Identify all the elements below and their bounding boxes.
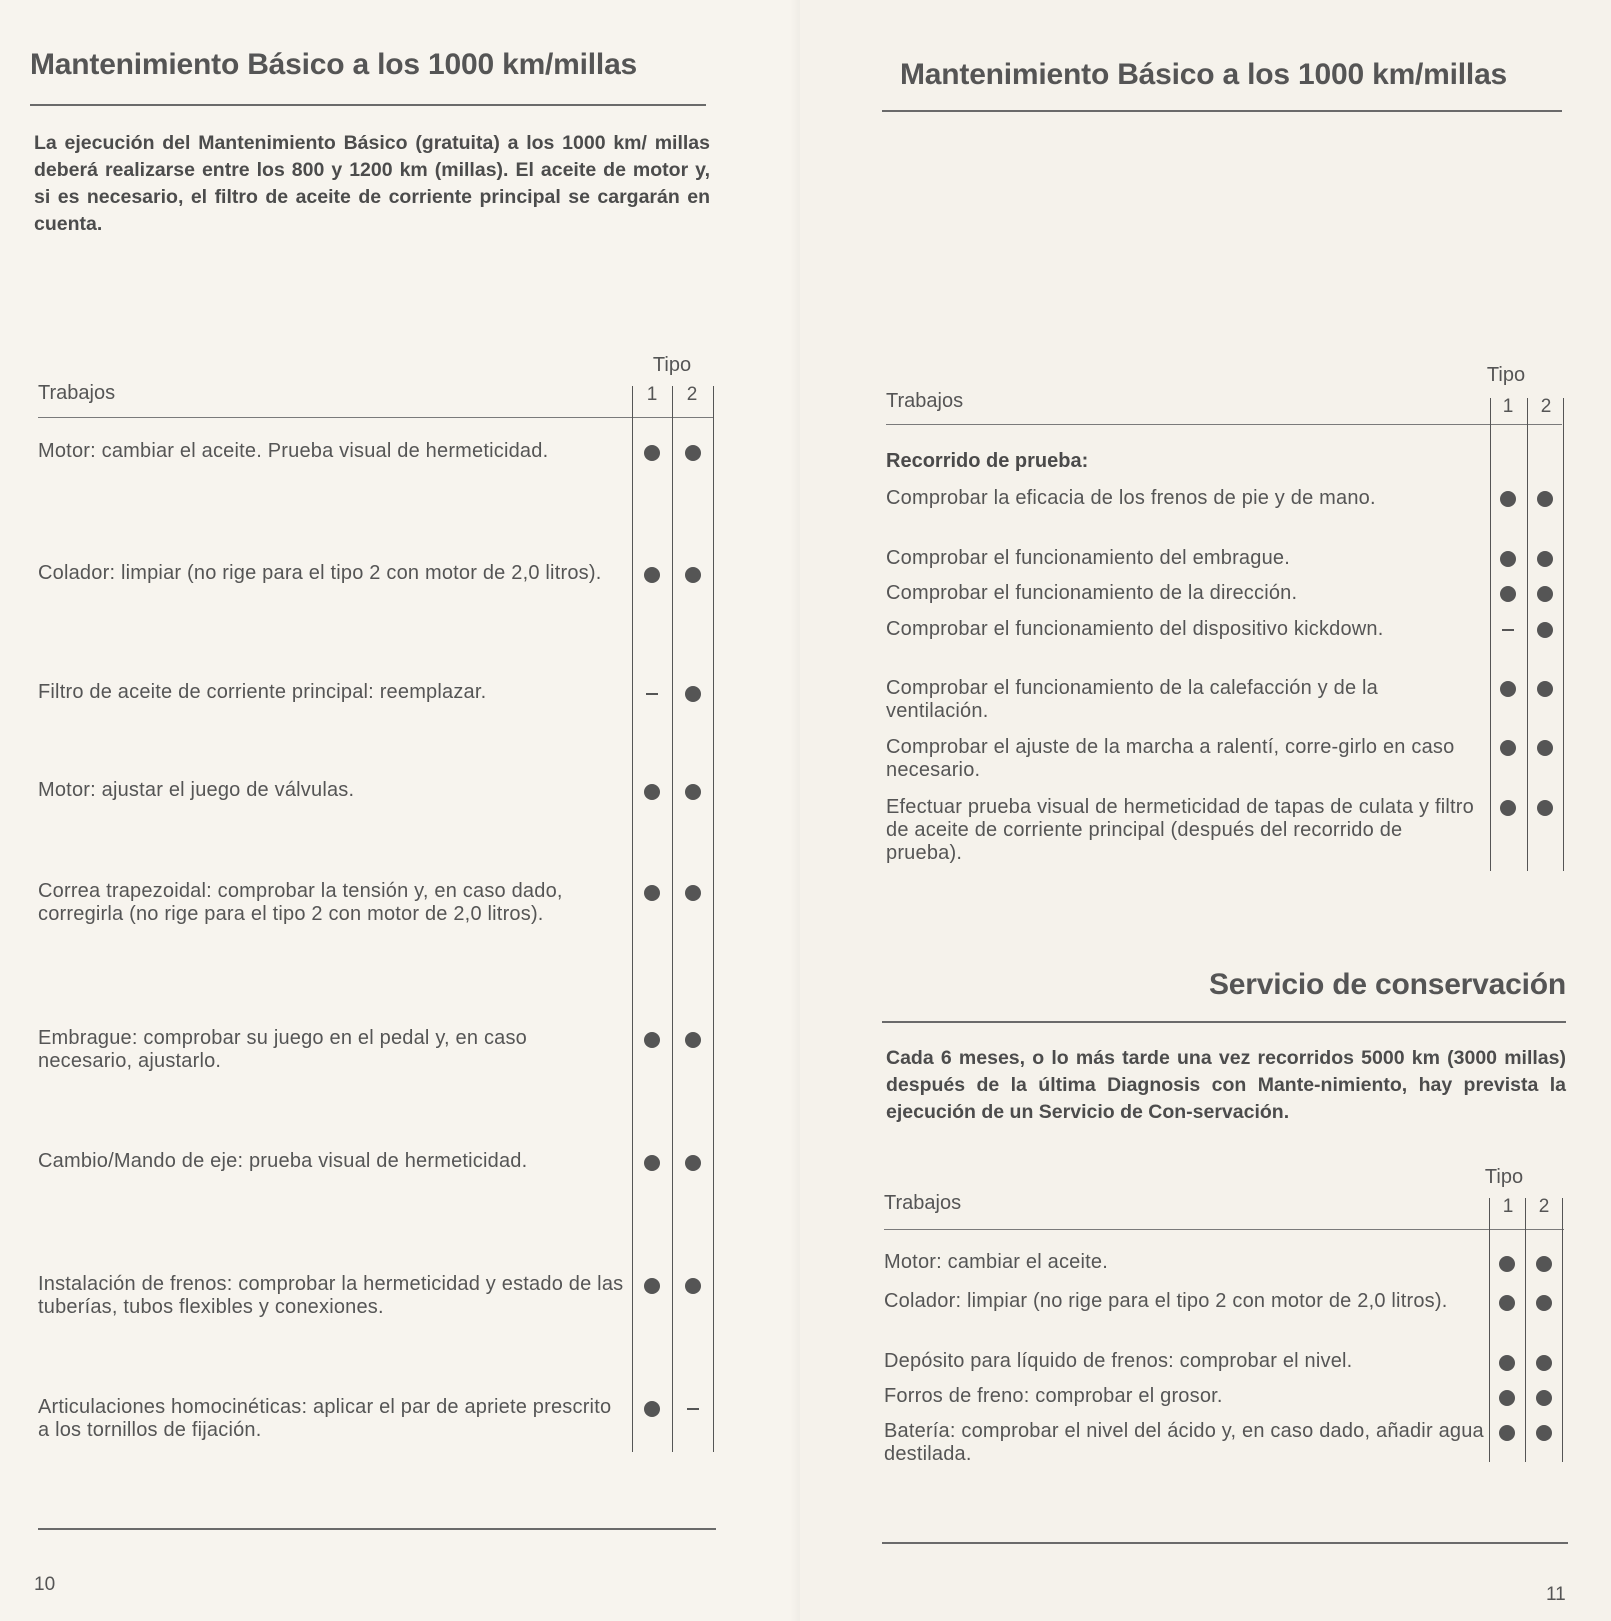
applies-dot-t2 bbox=[1536, 1295, 1552, 1311]
title-rule bbox=[882, 110, 1562, 112]
task-row-text: Comprobar el funcionamiento del embrague. bbox=[886, 547, 1290, 569]
page-number: 11 bbox=[1546, 1584, 1566, 1605]
applies-dot-t2 bbox=[1537, 586, 1553, 602]
applies-dot-t1 bbox=[644, 1278, 660, 1294]
applies-dot-t1 bbox=[1500, 681, 1516, 697]
column-divider-1 bbox=[1489, 1198, 1490, 1462]
not-applicable-dash-t1 bbox=[1502, 629, 1514, 631]
applies-dot-t1 bbox=[644, 885, 660, 901]
applies-dot-t1 bbox=[644, 567, 660, 583]
task-row-text: Colador: limpiar (no rige para el tipo 2 con motor de 2,0 litros). bbox=[38, 562, 602, 584]
applies-dot-t1 bbox=[1499, 1295, 1515, 1311]
applies-dot-t2 bbox=[685, 784, 701, 800]
task-row-text: Embrague: comprobar su juego en el pedal y, en caso necesario, ajustarlo. bbox=[38, 1027, 528, 1072]
task-row-text: Articulaciones homocinéticas: aplicar el par de apriete prescrito a los tornillos de fijación. bbox=[38, 1396, 612, 1441]
tipo-label: Tipo bbox=[1486, 364, 1526, 386]
column-label-trabajos: Trabajos bbox=[886, 390, 964, 412]
applies-dot-t1 bbox=[644, 1032, 660, 1048]
header-rule bbox=[884, 1229, 1564, 1230]
applies-dot-t1 bbox=[1500, 491, 1516, 507]
type-2-header: 2 bbox=[1540, 396, 1552, 417]
page-number: 10 bbox=[34, 1574, 56, 1595]
task-row-text: Batería: comprobar el nivel del ácido y, en caso dado, añadir agua destilada. bbox=[884, 1420, 1484, 1465]
applies-dot-t1 bbox=[644, 784, 660, 800]
applies-dot-t1 bbox=[644, 1401, 660, 1417]
type-2-header: 2 bbox=[1538, 1196, 1550, 1217]
task-row-text: Filtro de aceite de corriente principal: reemplazar. bbox=[38, 681, 487, 703]
applies-dot-t2 bbox=[1536, 1355, 1552, 1371]
applies-dot-t2 bbox=[685, 567, 701, 583]
task-row-text: Comprobar la eficacia de los frenos de pie y de mano. bbox=[886, 487, 1376, 509]
column-divider-2 bbox=[1527, 398, 1528, 871]
header-rule bbox=[886, 424, 1562, 425]
applies-dot-t2 bbox=[1537, 681, 1553, 697]
applies-dot-t1 bbox=[1499, 1355, 1515, 1371]
column-divider-2 bbox=[1525, 1198, 1526, 1462]
applies-dot-t2 bbox=[685, 686, 701, 702]
page-title: Mantenimiento Básico a los 1000 km/millas bbox=[900, 58, 1508, 91]
applies-dot-t1 bbox=[1500, 740, 1516, 756]
column-label-trabajos: Trabajos bbox=[884, 1192, 962, 1214]
intro-paragraph: La ejecución del Mantenimiento Básico (gratuita) a los 1000 km/ millas deberá realizarse entre los 800 y 1200 km (millas). El aceite de motor y, si es necesario, el filtro de aceite de corriente principal se cargarán en cuenta. bbox=[34, 132, 710, 235]
type-1-header: 1 bbox=[1502, 1196, 1514, 1217]
column-divider-1 bbox=[1490, 398, 1491, 871]
task-row-text: Instalación de frenos: comprobar la hermeticidad y estado de las tuberías, tubos flexibles y conexiones. bbox=[38, 1273, 624, 1318]
task-row-text: Forros de freno: comprobar el grosor. bbox=[884, 1385, 1223, 1407]
applies-dot-t2 bbox=[1537, 491, 1553, 507]
service-intro-paragraph: Cada 6 meses, o lo más tarde una vez recorridos 5000 km (3000 millas) después de la última Diagnosis con Mante-nimiento, hay prevista la ejecución de un Servicio de Con-servación. bbox=[886, 1047, 1566, 1123]
column-label-trabajos: Trabajos bbox=[38, 382, 116, 404]
section-rule bbox=[882, 1021, 1566, 1023]
applies-dot-t2 bbox=[685, 1032, 701, 1048]
applies-dot-t2 bbox=[1536, 1390, 1552, 1406]
footer-rule bbox=[882, 1542, 1568, 1544]
column-divider-2 bbox=[672, 386, 673, 1452]
column-divider-3 bbox=[713, 386, 714, 1452]
header-rule bbox=[38, 417, 714, 418]
applies-dot-t1 bbox=[1499, 1425, 1515, 1441]
not-applicable-dash-t1 bbox=[646, 693, 658, 695]
applies-dot-t1 bbox=[1500, 800, 1516, 816]
type-1-header: 1 bbox=[646, 384, 658, 405]
tipo-label: Tipo bbox=[1484, 1166, 1524, 1188]
applies-dot-t1 bbox=[1500, 551, 1516, 567]
task-row-text: Correa trapezoidal: comprobar la tensión y, en caso dado, corregirla (no rige para el tipo 2 con motor de 2,0 litros). bbox=[38, 880, 563, 925]
section-title: Servicio de conservación bbox=[1208, 968, 1566, 1001]
task-row-text: Colador: limpiar (no rige para el tipo 2 con motor de 2,0 litros). bbox=[884, 1290, 1448, 1312]
left-page bbox=[0, 0, 800, 1621]
applies-dot-t1 bbox=[644, 445, 660, 461]
applies-dot-t2 bbox=[1537, 622, 1553, 638]
column-divider-3 bbox=[1562, 1198, 1563, 1462]
type-1-header: 1 bbox=[1502, 396, 1514, 417]
type-2-header: 2 bbox=[686, 384, 698, 405]
table-subheading: Recorrido de prueba: bbox=[886, 450, 1089, 472]
task-row-text: Comprobar el ajuste de la marcha a ralentí, corre-girlo en caso necesario. bbox=[886, 736, 1455, 781]
task-row-text: Efectuar prueba visual de hermeticidad de tapas de culata y filtro de aceite de corriente principal (después del recorrido de prueba). bbox=[886, 796, 1474, 864]
column-divider-3 bbox=[1563, 398, 1564, 871]
task-row-text: Comprobar el funcionamiento de la dirección. bbox=[886, 582, 1298, 604]
applies-dot-t2 bbox=[1537, 740, 1553, 756]
applies-dot-t2 bbox=[1537, 551, 1553, 567]
right-page bbox=[800, 0, 1611, 1621]
task-row-text: Depósito para líquido de frenos: comprobar el nivel. bbox=[884, 1350, 1353, 1372]
applies-dot-t2 bbox=[685, 1155, 701, 1171]
task-row-text: Motor: ajustar el juego de válvulas. bbox=[38, 779, 355, 801]
task-row-text: Comprobar el funcionamiento de la calefacción y de la ventilación. bbox=[886, 677, 1378, 722]
applies-dot-t1 bbox=[1499, 1390, 1515, 1406]
page-title: Mantenimiento Básico a los 1000 km/millas bbox=[30, 48, 638, 81]
task-row-text: Cambio/Mando de eje: prueba visual de hermeticidad. bbox=[38, 1150, 528, 1172]
applies-dot-t2 bbox=[1536, 1425, 1552, 1441]
applies-dot-t1 bbox=[1500, 586, 1516, 602]
applies-dot-t1 bbox=[1499, 1256, 1515, 1272]
task-row-text: Motor: cambiar el aceite. Prueba visual de hermeticidad. bbox=[38, 440, 549, 462]
column-divider-1 bbox=[632, 386, 633, 1452]
title-rule bbox=[30, 104, 706, 106]
footer-rule bbox=[38, 1528, 716, 1530]
applies-dot-t2 bbox=[1537, 800, 1553, 816]
task-row-text: Motor: cambiar el aceite. bbox=[884, 1251, 1108, 1273]
tipo-label: Tipo bbox=[652, 354, 692, 376]
applies-dot-t2 bbox=[685, 1278, 701, 1294]
not-applicable-dash-t2 bbox=[687, 1408, 699, 1410]
task-row-text: Comprobar el funcionamiento del dispositivo kickdown. bbox=[886, 618, 1384, 640]
applies-dot-t2 bbox=[1536, 1256, 1552, 1272]
applies-dot-t2 bbox=[685, 885, 701, 901]
applies-dot-t2 bbox=[685, 445, 701, 461]
applies-dot-t1 bbox=[644, 1155, 660, 1171]
